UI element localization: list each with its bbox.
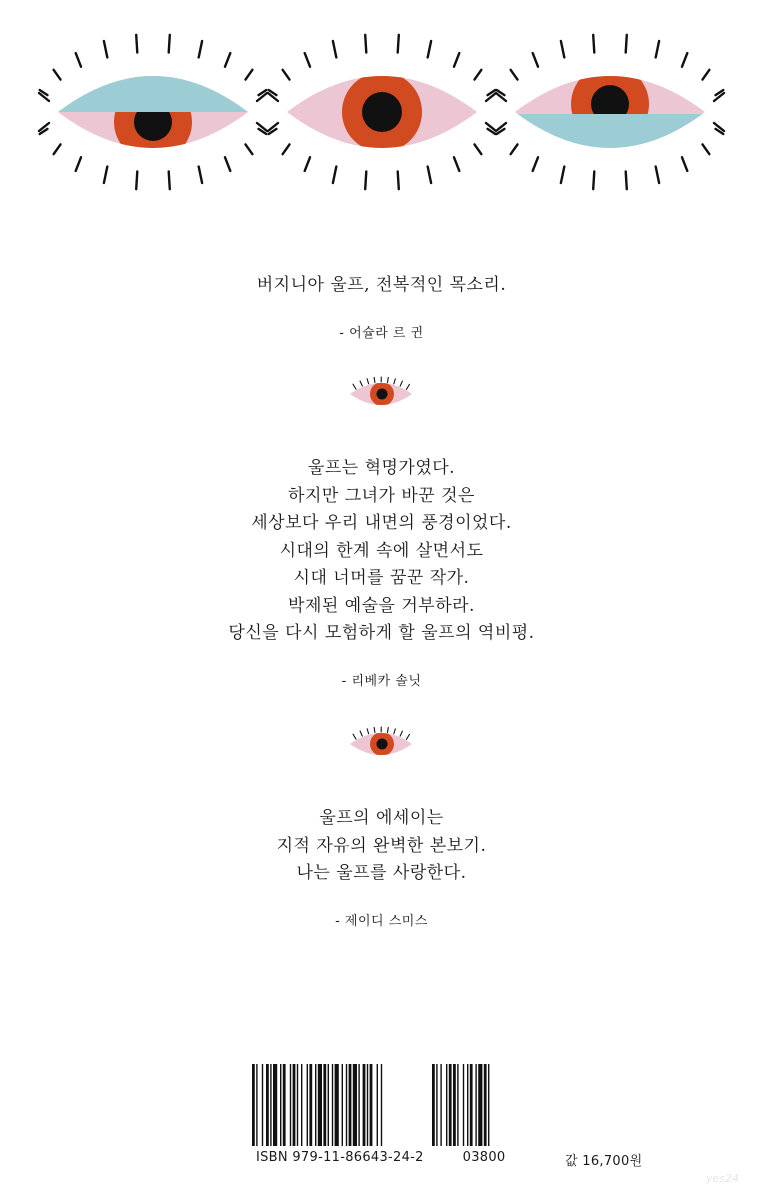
barcode-bar (262, 1064, 263, 1146)
isbn-addon-code: 03800 (462, 1150, 506, 1165)
quote-block-2 (0, 455, 763, 689)
eyelash (104, 41, 107, 57)
eyelash (353, 384, 356, 389)
eyelash (283, 70, 290, 80)
quote-line: 세상보다 우리 내면의 풍경이었다. (251, 513, 512, 533)
eyelash (365, 171, 366, 189)
open-eye-icon (268, 30, 500, 200)
eyelash (454, 157, 459, 171)
eyelash (626, 171, 627, 189)
eyelash (136, 35, 137, 53)
barcode-bar (470, 1064, 473, 1146)
barcode-bar (280, 1064, 281, 1146)
eyelash (246, 70, 253, 80)
eyelash (428, 41, 431, 57)
quote-line: 지적 자유의 완벽한 본보기. (276, 835, 487, 856)
eyelash (475, 70, 482, 80)
eyelash (406, 734, 409, 739)
eyelash (656, 41, 659, 57)
eyelash (54, 144, 61, 154)
half-closed-eye-icon (39, 30, 270, 200)
eyelash (76, 53, 81, 67)
quote-line: 시대 너머를 꿈꾼 작가. (293, 568, 470, 588)
eyelash (136, 171, 137, 189)
eyelash (398, 35, 399, 53)
barcode-bar (440, 1064, 441, 1146)
quote-line: 버지니아 울프, 전복적인 목소리. (256, 275, 507, 295)
eyelash (626, 35, 627, 53)
small-eye-icon (346, 372, 416, 412)
eyelash (511, 70, 518, 80)
eyelash (169, 171, 170, 189)
barcode-bar (328, 1064, 329, 1146)
eyelash (104, 167, 107, 183)
barcode-bar (436, 1064, 437, 1146)
small-eye-icon (346, 722, 416, 762)
quote-line: 울프는 혁명가였다. (307, 458, 456, 478)
quote-author: - 리베카 솔닛 (341, 673, 422, 689)
eyelash (388, 727, 389, 732)
barcode-bar (449, 1064, 452, 1146)
barcode-bar (353, 1064, 357, 1146)
barcode-bar (463, 1064, 464, 1146)
barcode-bar (293, 1064, 296, 1146)
eyelash (305, 53, 310, 67)
isbn-text (256, 1150, 505, 1165)
barcode-bar (256, 1064, 257, 1146)
barcode-bar (358, 1064, 359, 1146)
eyelash (374, 377, 375, 382)
eyelash (656, 167, 659, 183)
barcode-bar (252, 1064, 255, 1146)
quote-block-3 (0, 805, 763, 929)
eyelash (400, 381, 402, 386)
barcode-bar (453, 1064, 456, 1146)
isbn-number: ISBN 979-11-86643-24-2 (256, 1150, 424, 1165)
watermark: yes24 (706, 1172, 740, 1185)
eyelash (454, 53, 459, 67)
eyelash (561, 167, 564, 183)
barcode-bar (283, 1064, 286, 1146)
quote-author: - 제이디 스미스 (335, 913, 428, 929)
barcode-bar (273, 1064, 277, 1146)
eyelash (353, 734, 356, 739)
barcode-bar (349, 1064, 352, 1146)
barcode-bar (346, 1064, 347, 1146)
eyelash (703, 70, 710, 80)
quote-author: - 어슐라 르 귄 (339, 325, 424, 341)
eyelash (333, 167, 336, 183)
quote-line: 나는 울프를 사랑한다. (296, 863, 467, 883)
barcode-bar (475, 1064, 476, 1146)
barcode-bar (315, 1064, 316, 1146)
quote-line: 당신을 다시 모험하게 할 울프의 역비평. (228, 623, 535, 643)
eyelash (333, 41, 336, 57)
barcode-bar (363, 1064, 366, 1146)
eyelash (76, 157, 81, 171)
quote-line: 울프의 에세이는 (319, 808, 444, 828)
eyelash (475, 144, 482, 154)
eyelash (367, 729, 368, 734)
barcode-bar (301, 1064, 302, 1146)
isbn-barcode (252, 1064, 514, 1146)
eyelash (511, 144, 518, 154)
barcode-bar (318, 1064, 322, 1146)
eyelash (533, 53, 538, 67)
barcode-bar (370, 1064, 373, 1146)
quote-line: 하지만 그녀가 바꾼 것은 (288, 485, 475, 506)
barcode-bar (332, 1064, 333, 1146)
eyelash (199, 41, 202, 57)
barcode-bar (457, 1064, 458, 1146)
half-open-eye-icon (496, 30, 730, 200)
eyelash (406, 384, 409, 389)
eyelash (365, 35, 366, 53)
barcode-bar (323, 1064, 326, 1146)
barcode-bar (290, 1064, 291, 1146)
eyelash (394, 729, 396, 734)
barcode-bar (297, 1064, 298, 1146)
barcode-bar (367, 1064, 368, 1146)
eyelash (388, 377, 389, 382)
quote-line: 시대의 한계 속에 살면서도 (279, 540, 484, 561)
barcode-bar (335, 1064, 339, 1146)
barcode-bar (488, 1064, 489, 1146)
eyelash (428, 167, 431, 183)
quote-block-1 (0, 272, 763, 341)
barcode-bar (484, 1064, 487, 1146)
barcode-bar (432, 1064, 435, 1146)
eyelash (374, 727, 375, 732)
eyelash (169, 35, 170, 53)
barcode-bar (266, 1064, 269, 1146)
barcode-bar (270, 1064, 271, 1146)
eyelash (246, 144, 253, 154)
eyes-illustration (0, 0, 763, 200)
eyelash (199, 167, 202, 183)
eyelash (360, 731, 362, 736)
barcode-bar (309, 1064, 312, 1146)
barcode-bar (377, 1064, 378, 1146)
eyelash (394, 379, 396, 384)
eyelash (367, 379, 368, 384)
eyelash (561, 41, 564, 57)
eyelash (400, 731, 402, 736)
barcode-bar (342, 1064, 343, 1146)
eyelash (225, 157, 230, 171)
eyelash (54, 70, 61, 80)
eyelash (398, 171, 399, 189)
barcode-bar (467, 1064, 468, 1146)
eyelash (593, 171, 594, 189)
eyelash (305, 157, 310, 171)
eyelash (283, 144, 290, 154)
price-text: 값 16,700원 (565, 1154, 643, 1169)
barcode-bar (307, 1064, 308, 1146)
eyelash (593, 35, 594, 53)
eyelash (682, 157, 687, 171)
eyelash (703, 144, 710, 154)
eyelash (682, 53, 687, 67)
barcode-bar (478, 1064, 482, 1146)
barcode-bar (446, 1064, 447, 1146)
quote-line: 박제된 예술을 거부하라. (288, 595, 475, 616)
barcode-bar (381, 1064, 382, 1146)
eyelash (360, 381, 362, 386)
eyelash (533, 157, 538, 171)
eyelash (225, 53, 230, 67)
